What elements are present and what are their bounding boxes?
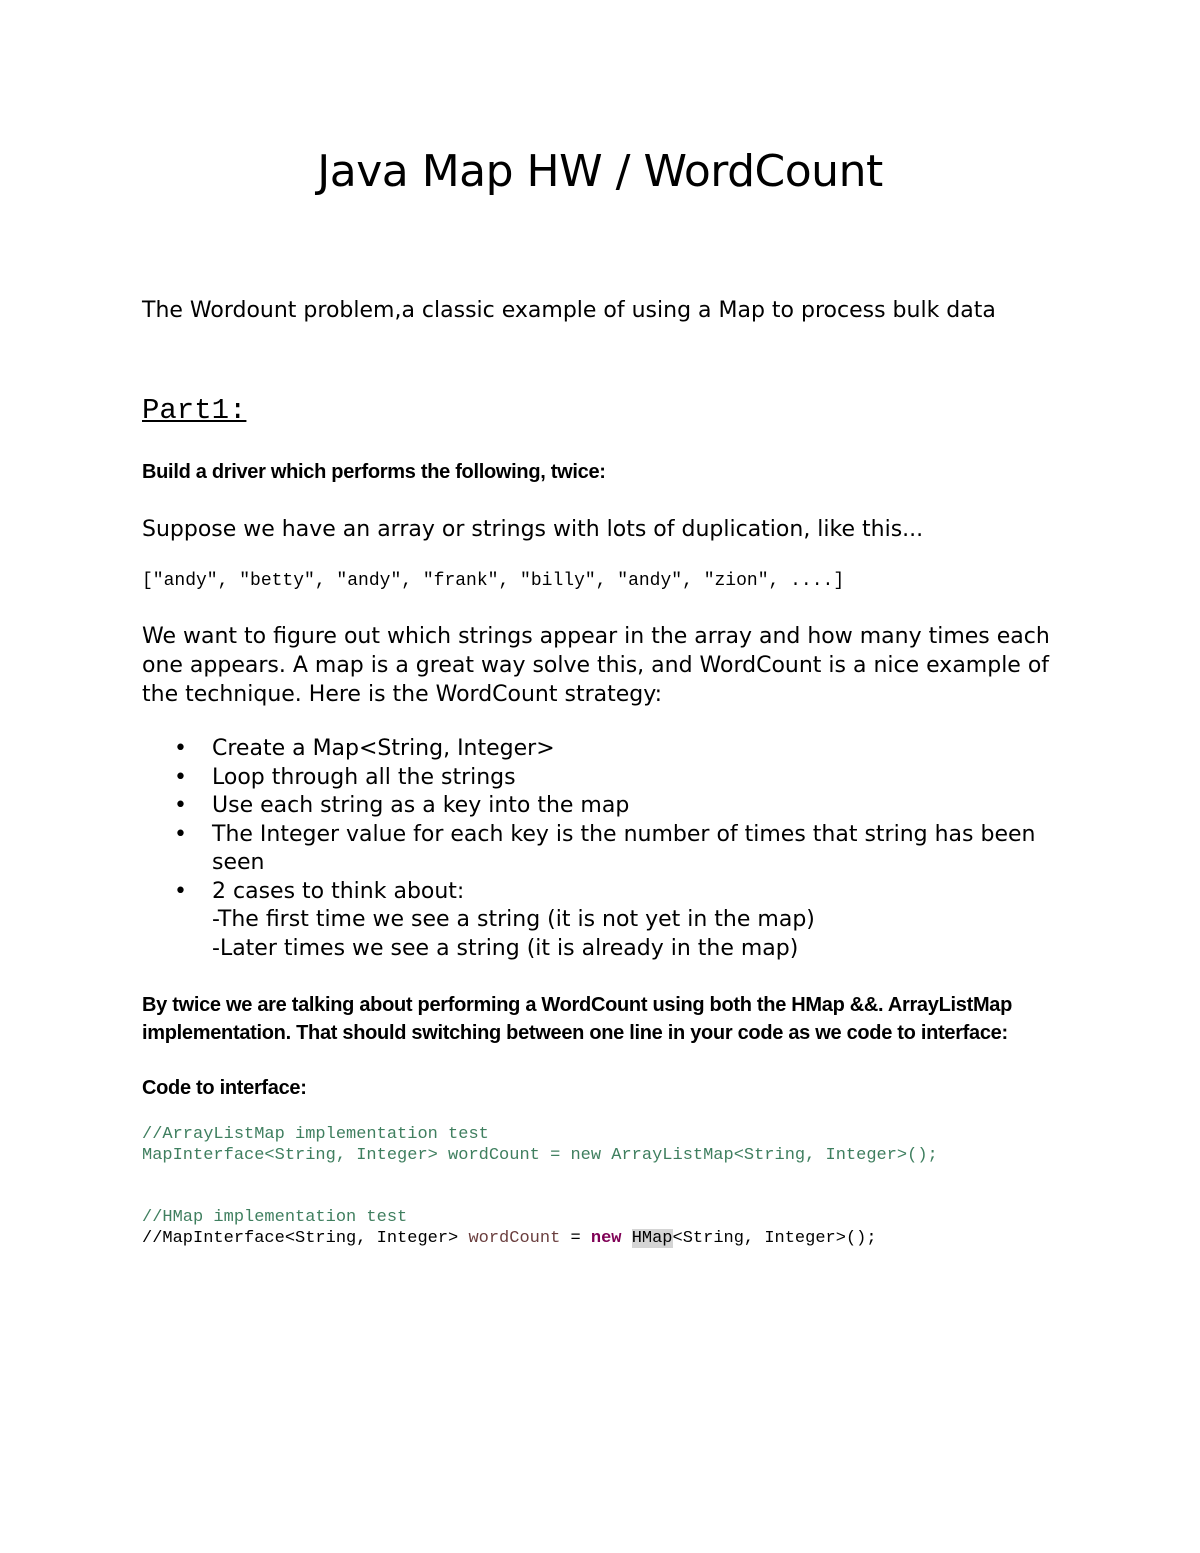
- strategy-item-text: Use each string as a key into the map: [212, 793, 630, 818]
- code-comment: //ArrayListMap implementation test: [142, 1125, 489, 1144]
- suppose-paragraph: Suppose we have an array or strings with lots of duplication, like this...: [142, 517, 924, 542]
- list-item: [142, 792, 1072, 821]
- bullet-icon: •: [174, 764, 187, 790]
- bullet-icon: •: [174, 736, 187, 761]
- strategy-item-text: The Integer value for each key is the number of times that string has been seen: [212, 821, 1036, 875]
- code-block-hmap: [142, 1207, 877, 1249]
- list-item: [142, 821, 1072, 878]
- code-space: [622, 1229, 632, 1248]
- explain-paragraph: We want to figure out which strings appear in the array and how many times each one appears. A map is a great way solve this, and WordCount is a nice example of the technique. Here is the WordCount strategy:: [142, 624, 1050, 707]
- bullet-icon: •: [174, 878, 187, 904]
- code-line: [142, 1229, 877, 1248]
- list-item: [142, 878, 1072, 964]
- bullet-icon: •: [174, 821, 187, 847]
- page-title: Java Map HW / WordCount: [317, 146, 883, 197]
- strategy-item-text: Create a Map<String, Integer>: [212, 736, 555, 761]
- code-highlight-hmap: HMap: [631, 1229, 673, 1248]
- code-block-arraylistmap: [142, 1124, 938, 1166]
- code-variable: wordCount: [468, 1229, 561, 1248]
- code-equals: =: [560, 1229, 591, 1248]
- array-example: ["andy", "betty", "andy", "frank", "billy", "andy", "zion", ....]: [142, 571, 845, 591]
- code-comment: //HMap implementation test: [142, 1208, 408, 1227]
- code-prefix: //MapInterface<String, Integer>: [142, 1229, 469, 1248]
- case-first-time: -The first time we see a string (it is not yet in the map): [212, 907, 815, 932]
- part1-heading: Part1:: [142, 394, 247, 427]
- list-item: [142, 764, 1072, 793]
- strategy-item-text: 2 cases to think about:: [212, 878, 465, 904]
- code-keyword-new: new: [590, 1229, 622, 1248]
- intro-paragraph: The Wordount problem,a classic example of using a Map to process bulk data: [142, 298, 996, 323]
- case-later-times: -Later times we see a string (it is already in the map): [212, 935, 799, 961]
- list-item: [142, 735, 1072, 764]
- strategy-item-text: Loop through all the strings: [212, 764, 516, 790]
- bullet-icon: •: [174, 793, 187, 818]
- code-line: MapInterface<String, Integer> wordCount = new ArrayListMap<String, Integer>();: [142, 1146, 938, 1165]
- strategy-list: [142, 735, 1072, 963]
- code-suffix: <String, Integer>();: [672, 1229, 877, 1248]
- twice-paragraph: By twice we are talking about performing a WordCount using both the HMap &&. ArrayListMap implementation. That should switching between one line in your code as we code to interface:: [142, 994, 1013, 1044]
- build-driver-instruction: Build a driver which performs the following, twice:: [142, 461, 606, 483]
- code-to-interface-label: Code to interface:: [142, 1077, 307, 1099]
